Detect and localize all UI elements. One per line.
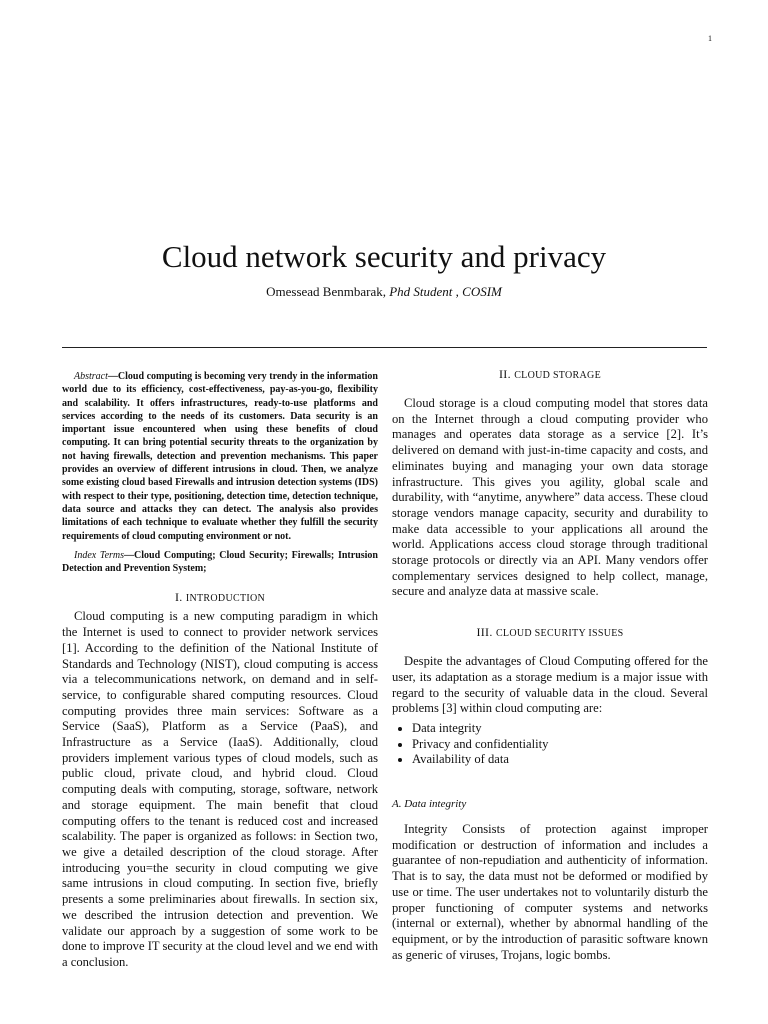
- list-item: • Privacy and confidentiality: [412, 737, 708, 753]
- subsection-heading-data-integrity: A. Data integrity: [392, 798, 467, 811]
- section-title: CLOUD SECURITY ISSUES: [495, 628, 624, 640]
- abstract: [62, 370, 378, 543]
- section-title: INTRODUCTION: [185, 593, 266, 605]
- cloud-storage-text: Cloud storage is a cloud computing model that stores data on the Internet through a cloud computing provider who manages and operates data storage as a service [2]. It’s delivered on demand with just-in-time capacity and costs, and eliminates buying and managing your own data storage infrastructure. This gives you agility, global scale and durability, with “anytime, anywhere” data access. These cloud storage vendors manage capacity, security and durability to make data accessible to your applications all around the world. Applications access cloud storage through traditional storage protocols or directly via an API. Many vendors offer complementary services designed to help collect, manage, secure and analyze data at massive scale.: [392, 396, 708, 599]
- index-terms-lead: Index Terms: [74, 549, 125, 561]
- cloud-security-text: Despite the advantages of Cloud Computing offered for the user, its adaptation as a storage medium is a major issue with regard to the security of valuable data in the cloud. Several problems [3] within cloud computing are:: [392, 654, 708, 716]
- security-issues-list: [392, 721, 708, 768]
- section-heading-cloud-storage: [392, 366, 708, 384]
- abstract-text: —Cloud computing is becoming very trendy in the information world due to its efficiency, cost-effectiveness, pay-as-you-go, flexibility and scalability. It offers infrastructures, ready-to-use platforms and services according to the needs of its customers. Data security is an important issue encountered when using these benefits of cloud computing. It can bring potential security threats to the organization by not having firewalls, detection and prevention mechanisms. This paper provides an overview of different intrusions in cloud. Then, we analyze some existing cloud based Firewalls and intrusion detection systems (IDS) with respect to their type, positioning, detection time, detection technique, data source and attacks they can detect. The analysis also provides limitations of each technique to evaluate whether they fulfill the security requirements of cloud computing environment or not.: [62, 371, 378, 542]
- title-divider: [62, 347, 707, 348]
- data-integrity-text: Integrity Consists of protection against improper modification or destruction of information and includes a guarantee of non-repudiation and authenticity of information. That is to say, the data must not be deformed or modified by use or time. The user undertakes not to voluntarily disturb the proper functioning of computer systems and networks (internal or external), whether by abnormal handling of the equipment, or by the introduction of parasitic software known as generic of viruses, Trojans, logic bombs.: [392, 822, 708, 962]
- section-title: CLOUD STORAGE: [514, 370, 601, 381]
- right-column: [392, 366, 708, 963]
- list-item: • Availability of data: [412, 752, 708, 768]
- section-numeral: II.: [499, 367, 515, 381]
- index-terms-text: —Cloud Computing; Cloud Security; Firewalls; Intrusion Detection and Prevention System;: [62, 549, 378, 575]
- abstract-lead: Abstract: [74, 371, 108, 382]
- introduction-text: Cloud computing is a new computing paradigm in which the Internet is used to connect to provider network services [1]. According to the definition of the National Institute of Standards and Technology (NIST), cloud computing is access via a telecommunications network, on demand and in self-service, to configurable shared computing resources. Cloud computing provides three main services: Software as a Service (SaaS), Platform as a Service (PaaS), and Infrastructure as a Service (IaaS). Additionally, cloud providers implement various types of cloud models, such as public cloud, private cloud, and hybrid cloud. Cloud computing deals with computing, storage, software, network and storage equipment. The main benefit that cloud computing offers to the tenant is reduced cost and increased scalability. The paper is organized as follows: in Section two, we give a detailed description of the cloud storage. After introducing you=the security in cloud computing we give same intrusions in cloud computing. In section five, briefly presents a some preliminaries about firewalls. In section six, we described the intrusion detection and prevention. We validate our approach by a suggestion of some work to be done to improve IT security at the cloud level and we end with a conclusion.: [62, 609, 378, 969]
- section-numeral: III.: [476, 625, 496, 640]
- section-heading-introduction: [62, 589, 378, 607]
- author-name: Omessead Benmbarak,: [266, 284, 386, 299]
- section-heading-cloud-security: [392, 624, 708, 642]
- left-column: [62, 366, 378, 971]
- author-line: [0, 283, 768, 301]
- page-number: 1: [708, 34, 712, 43]
- author-affiliation: Phd Student , COSIM: [389, 284, 502, 299]
- list-item: • Data integrity: [412, 721, 708, 737]
- index-terms: [62, 549, 378, 576]
- paper-title: Cloud network security and privacy: [161, 239, 607, 274]
- section-numeral: I.: [174, 590, 186, 605]
